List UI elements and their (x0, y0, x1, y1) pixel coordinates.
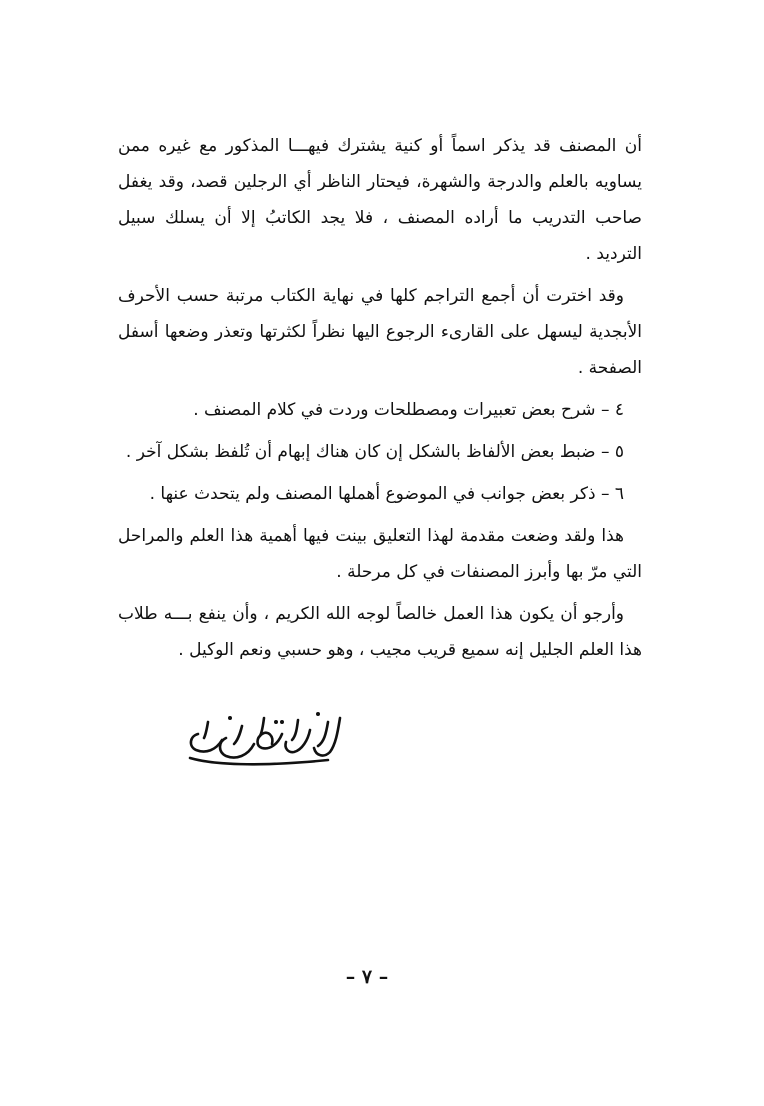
paragraph-closing: وأرجو أن يكون هذا العمل خالصاً لوجه الله الكريم ، وأن ينفع بـــه طلاب هذا العلم الجليل إنه سميع قريب مجيب ، وهو حسبي ونعم الوكيل . (118, 604, 642, 660)
list-item-5: ٥ – ضبط بعض الألفاظ بالشكل إن كان هناك إبهام أن تُلفظ بشكل آخر . (125, 442, 624, 462)
paragraph-introduction: هذا ولقد وضعت مقدمة لهذا التعليق بينت فيها أهمية هذا العلم والمراحل التي مرّ بها وأبرز المصنفات في كل مرحلة . (118, 526, 642, 582)
list-item-6: ٦ – ذكر بعض جوانب في الموضوع أهملها المصنف ولم يتحدث عنها . (149, 484, 624, 504)
paragraph-intro: أن المصنف قد يذكر اسماً أو كنية يشترك فيهـــا المذكور مع غيره ممن يساويه بالعلم والدرجة والشهرة، فيحتار الناظر أي الرجلين قصد، وقد يغفل صاحب التدريب ما أراده المصنف ، فلا يجد الكاتبُ إلا أن يسلك سبيل التردید . (118, 136, 642, 264)
list-item-4: ٤ – شرح بعض تعبيرات ومصطلحات وردت في كلام المصنف . (193, 400, 624, 420)
body-text (118, 128, 642, 674)
paragraph-translations: وقد اخترت أن أجمع التراجم كلها في نهاية الكتاب مرتبة حسب الأحرف الأبجدية ليسهل على القارىء الرجوع اليها نظراً لكثرتها وتعذر وضعها أسفل الصفحة . (118, 286, 642, 378)
page-number: – ٧ – (345, 966, 389, 988)
handwritten-signature (178, 700, 348, 770)
